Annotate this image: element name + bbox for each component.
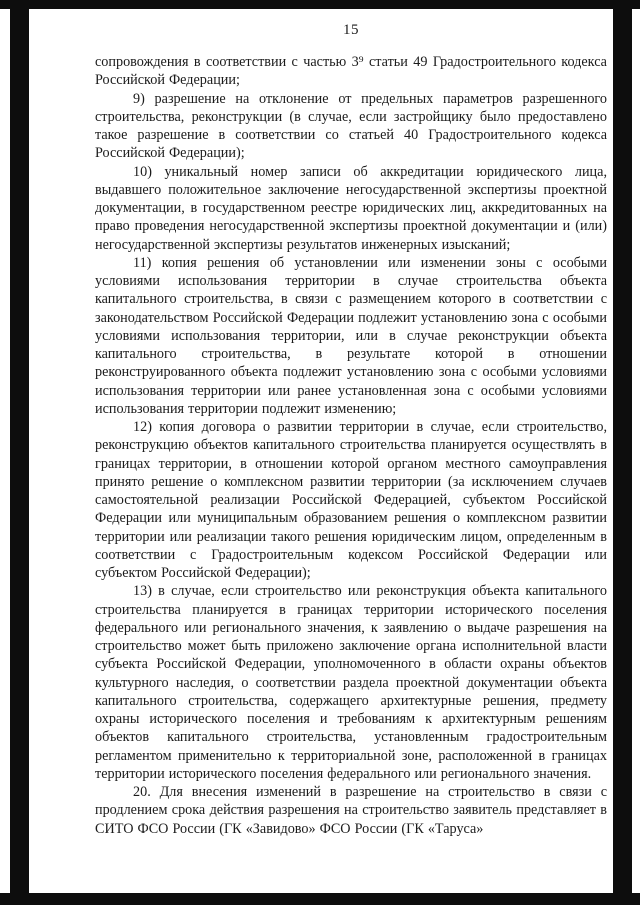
- document-text: [95, 53, 607, 838]
- paragraph: 9) разрешение на отклонение от предельных параметров разрешенного строительства, реконструкции (в случае, если застройщику было предоставлено такое разрешение в соответствии со статьей 40 Градостроительного кодекса Российской Федерации);: [95, 90, 607, 162]
- paragraph: 12) копия договора о развитии территории в случае, если строительство, реконструкцию объектов капитального строительства планируется осуществлять в границах территории, в отношении которой органом местного самоуправления принято решение о комплексном развитии территории (за исключением случаев самостоятельной реализации Российской Федерацией, субъектом Российской Федерации или муниципальным образованием решения о комплексном развитии территории или реализации такого решения юридическим лицом, определенным в соответствии с Градостроительным кодексом Российской Федерации или субъектом Российской Федерации);: [95, 419, 607, 581]
- paragraph: 10) уникальный номер записи об аккредитации юридического лица, выдавшего положительное заключение негосударственной экспертизы проектной документации, в государственном реестре юридических лиц, аккредитованных на право проведения негосударственной экспертизы проектной документации и (или) негосударственной экспертизы результатов инженерных изысканий;: [95, 163, 607, 253]
- page-border-bottom: [0, 893, 640, 905]
- paragraph: 11) копия решения об установлении или изменении зоны с особыми условиями использования территории в случае строительства объекта капитального строительства, в связи с размещением которого в соответствии с законодательством Российской Федерации подлежит установлению зона с особыми условиями использования территории, или в случае реконструкции объекта капитального строительства, в результате которой в отношении реконструированного объекта подлежит установлению зона с особыми условиями использования территории или ранее установленная зона с особыми условиями использования территории подлежит изменению;: [95, 254, 607, 417]
- paragraph: 13) в случае, если строительство или реконструкция объекта капитального строительства планируется в границах территории исторического поселения федерального или регионального значения, к заявлению о выдаче разрешения на строительство может быть приложено заключение органа исполнительной власти субъекта Российской Федерации, уполномоченного в области охраны объектов культурного наследия, о соответствии раздела проектной документации объекта капитального строительства, содержащего архитектурные решения, предмету охраны исторического поселения и требованиям к архитектурным решениям объектов капитального строительства, установленным градостроительным регламентом применительно к территориальной зоне, расположенной в границах территории исторического поселения федерального или регионального значения.: [95, 583, 607, 782]
- page-border-right: [613, 0, 632, 905]
- page-border-left: [10, 0, 29, 905]
- paragraph: сопровождения в соответствии с частью 3⁹ статьи 49 Градостроительного кодекса Российской Федерации;: [95, 54, 607, 89]
- page-number: 15: [343, 22, 359, 38]
- page-border-top: [0, 0, 640, 9]
- page-content: [95, 22, 607, 838]
- paragraph: 20. Для внесения изменений в разрешение на строительство в связи с продлением срока действия разрешения на строительство заявитель представляет в СИТО ФСО России (ГК «Завидово» ФСО России (ГК «Таруса»: [95, 784, 607, 837]
